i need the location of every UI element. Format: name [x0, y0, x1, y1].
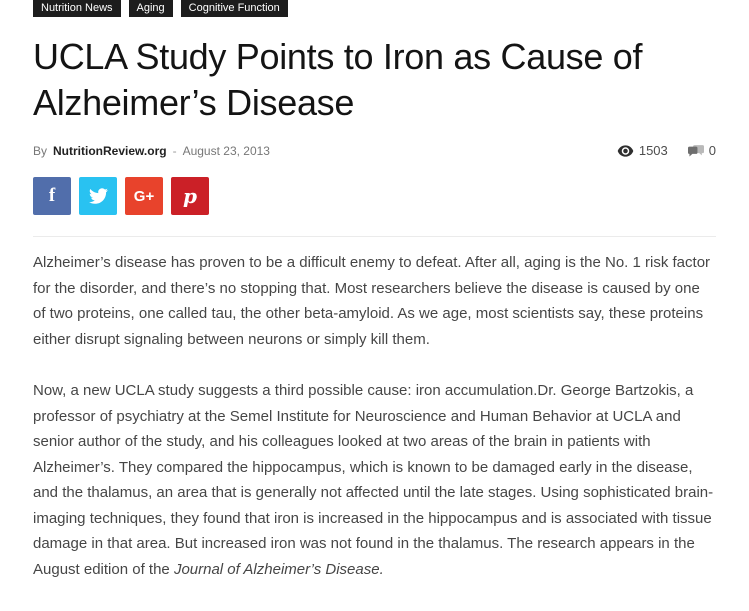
facebook-icon: f: [48, 185, 56, 206]
paragraph-text: Now, a new UCLA study suggests a third possible cause: iron accumulation.Dr. George Bartzokis, a professor of psychiatry at the Semel Institute for Neuroscience and Human Behavior at UCLA and senior author of the study, and his colleagues looked at two areas of the brain in patients with Alzheimer’s. They compared the hippocampus, which is known to be damaged early in the disease, and the thalamus, an area that is generally not affected until the late stages. Using sophisticated brain-imaging techniques, they found that iron is increased in the hippocampus and is associated with tissue damage in that area. But increased iron was not found in the thalamus. The research appears in the August edition of the: [33, 382, 714, 578]
twitter-icon: [89, 188, 108, 204]
views-count-group: [617, 143, 668, 158]
byline: [33, 144, 270, 158]
paragraph-italic-text: Journal of Alzheimer’s Disease.: [173, 560, 384, 578]
category-tags: [33, 0, 716, 17]
byline-separator: -: [172, 143, 177, 158]
article-paragraph-1: [33, 250, 716, 352]
article-headline: UCLA Study Points to Iron as Cause of Alzheimer’s Disease: [33, 36, 643, 123]
facebook-share-button[interactable]: [33, 177, 71, 215]
comments-count: 0: [708, 143, 716, 158]
share-buttons: [33, 177, 716, 215]
tag-nutrition-news[interactable]: Nutrition News: [33, 0, 121, 17]
byline-prefix: By: [33, 143, 48, 158]
twitter-share-button[interactable]: [79, 177, 117, 215]
comments-count-group[interactable]: [688, 143, 716, 158]
article-paragraph-2: [33, 378, 716, 582]
comment-icon: [688, 145, 704, 157]
article-stats: [617, 143, 716, 158]
eye-icon: [617, 145, 634, 157]
tag-aging[interactable]: Aging: [129, 0, 173, 17]
pinterest-share-button[interactable]: [171, 177, 209, 215]
publish-date: August 23, 2013: [182, 143, 270, 158]
google-plus-icon: G+: [133, 187, 155, 205]
pinterest-icon: p: [183, 184, 197, 208]
article-divider: [33, 236, 716, 237]
article-body: [33, 250, 716, 582]
author-link[interactable]: NutritionReview.org: [53, 143, 167, 158]
tag-cognitive-function[interactable]: Cognitive Function: [181, 0, 288, 17]
google-plus-share-button[interactable]: [125, 177, 163, 215]
paragraph-text: Alzheimer’s disease has proven to be a difficult enemy to defeat. After all, aging is the No. 1 risk factor for the disorder, and there’s no stopping that. Most researchers believe the disease is caused by one of two proteins, one called tau, the other beta-amyloid. As we age, most scientists say, these proteins either disrupt signaling between neurons or simply kill them.: [33, 254, 711, 348]
views-count: 1503: [638, 143, 668, 158]
byline-row: [33, 143, 716, 158]
